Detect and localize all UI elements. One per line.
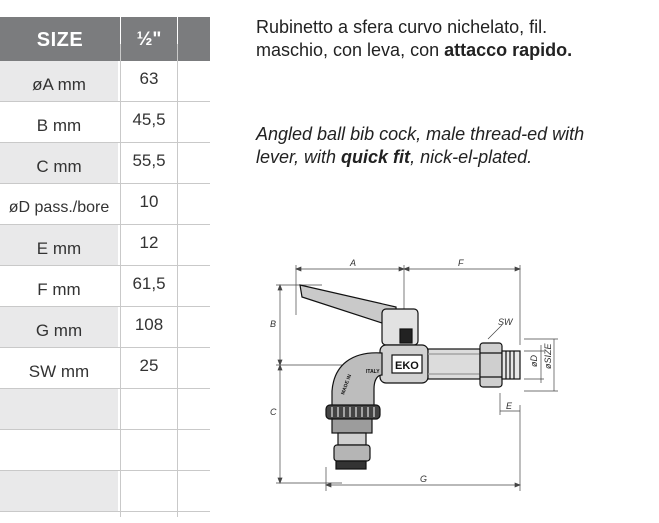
table-header (0, 17, 210, 61)
row-label (0, 471, 118, 511)
table-row (0, 61, 210, 102)
row-label (0, 430, 118, 470)
description-english-text: Angled ball bib cock, male thread-ed with lever, with (256, 124, 585, 167)
table-row (0, 102, 210, 143)
row-label: B mm (36, 116, 82, 135)
description-english (256, 123, 616, 169)
made-in-mark: MADE IN (340, 373, 354, 396)
size-value-header: ½" (136, 29, 162, 50)
row-value: 12 (139, 233, 159, 252)
italy-mark: ITALY (366, 369, 380, 375)
table-column-divider (120, 44, 121, 517)
row-value: 63 (139, 69, 159, 88)
row-label: SW mm (28, 362, 90, 381)
spec-table (0, 17, 210, 512)
dimension-sw-label: SW (498, 317, 513, 327)
row-value (121, 430, 177, 470)
table-row (0, 430, 210, 471)
row-value: 45,5 (132, 110, 166, 129)
row-value: 108 (134, 315, 164, 334)
description-english-bold: quick fit (341, 147, 411, 167)
dimension-size-label: øSIZE (543, 343, 553, 369)
table-row (0, 266, 210, 307)
dimension-c-label: C (270, 407, 277, 417)
row-label: F mm (37, 280, 81, 299)
row-label: G mm (0, 307, 118, 347)
row-label: C mm (0, 143, 118, 183)
row-value: 25 (139, 356, 159, 375)
table-row (0, 184, 210, 225)
header-empty-cell (177, 17, 210, 61)
table-row (0, 471, 210, 512)
brand-logo: EKO (395, 360, 419, 372)
table-row (0, 389, 210, 430)
dimension-b-label: B (270, 319, 277, 329)
row-label: E mm (0, 225, 118, 265)
row-label (0, 389, 118, 429)
description-italian-bold: attacco rapido. (444, 40, 573, 60)
row-value: 10 (139, 192, 159, 211)
row-value (121, 471, 177, 511)
row-label: øD pass./bore (8, 199, 110, 216)
table-row (0, 307, 210, 348)
row-value (121, 389, 177, 429)
description-italian (256, 16, 616, 62)
table-row (0, 348, 210, 389)
row-value: 61,5 (132, 274, 166, 293)
size-header: SIZE (36, 29, 84, 51)
description-italian-text: Rubinetto a sfera curvo nichelato, fil. maschio, con leva, con (256, 17, 548, 60)
table-row (0, 225, 210, 266)
dimension-a-label: A (350, 258, 357, 268)
dimension-e-label: E (506, 401, 513, 411)
table-column-divider (177, 44, 178, 517)
dimension-f-label: F (458, 258, 464, 268)
description-english-tail: , nick-el-plated. (410, 147, 533, 167)
row-value: 55,5 (132, 151, 166, 170)
dimension-d-label: øD (529, 355, 539, 367)
dimension-g-label: G (420, 474, 428, 484)
technical-drawing (262, 255, 562, 500)
row-label: øA mm (0, 61, 118, 101)
table-row (0, 143, 210, 184)
